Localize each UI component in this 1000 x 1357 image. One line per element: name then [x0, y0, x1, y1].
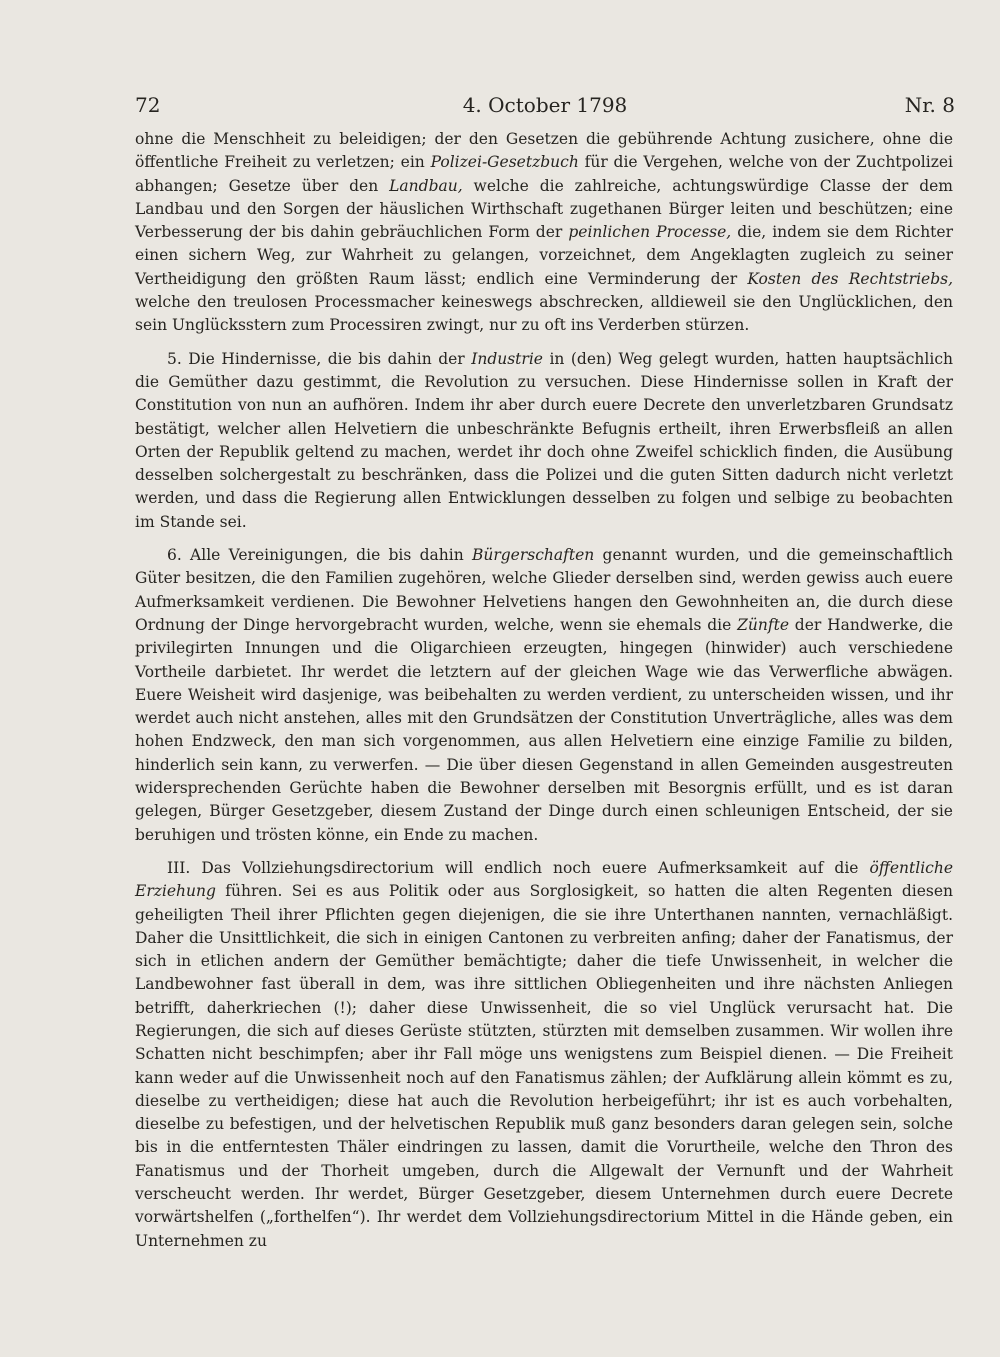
italic-term: Polizei-Gesetzbuch — [430, 153, 579, 172]
paragraph — [135, 128, 953, 338]
text-run: III. Das Vollziehungsdirectorium will endlich noch euere Aufmerksamkeit auf die — [167, 858, 870, 877]
italic-term: Landbau, — [389, 176, 463, 195]
text-run: 6. Alle Vereinigungen, die bis dahin — [167, 546, 472, 565]
paragraph — [135, 857, 953, 1253]
issue-number: Nr. 8 — [904, 93, 955, 117]
paragraph — [135, 544, 953, 847]
italic-term: Bürgerschaften — [471, 546, 595, 565]
page-header — [135, 90, 955, 120]
italic-term: Kosten des Rechtstriebs, — [747, 269, 954, 288]
text-run: für die Vergehen, welche von der Zuchtpolizei abhangen; Gesetze über den — [135, 153, 953, 195]
italic-term: Zünfte — [737, 615, 789, 634]
text-run: 5. Die Hindernisse, die bis dahin der — [167, 349, 472, 368]
body-text — [135, 128, 953, 1253]
italic-term: öffentliche Erziehung — [135, 858, 953, 901]
text-run: ohne die Menschheit zu beleidigen; der den Gesetzen die gebührende Achtung zusichere, ohne die öffentliche Freiheit zu verletzen; ein — [135, 130, 953, 172]
text-run: der Handwerke, die privilegirten Innungen und die Oligarchieen erzeugten, hingegen (hinwider) auch verschiedene Vortheile darbietet. Ihr werdet die letztern auf der gleichen Wage wie das Verwerfliche abwägen. Euere Weisheit wird dasjenige, was beibehalten zu werden verdient, zu unterscheiden wissen, und ihr werdet auch nicht anstehen, alles mit den Grundsätzen der Constitution Unverträgliche, alles was dem hohen Endzweck, den man sich vorgenommen, aus allen Helvetiern eine einzige Familie zu bilden, hinderlich sein kann, zu verwerfen. — Die über diesen Gegenstand in allen Gemeinden ausgestreuten widersprechenden Gerüchte haben die Bewohner derselben mit Besorgnis erfüllt, und es ist daran gelegen, Bürger Gesetzgeber, diesem Zustand der Dinge durch einen schleunigen Entscheid, der sie beruhigen und trösten könne, ein Ende zu machen. — [135, 615, 953, 844]
italic-term: peinlichen Processe, — [568, 223, 732, 242]
text-run: welche den treulosen Processmacher keineswegs abschrecken, alldieweil sie den Unglücklichen, den sein Unglücksstern zum Processiren zwingt, nur zu oft ins Verderben stürzen. — [135, 293, 953, 335]
italic-term: Industrie — [471, 349, 543, 368]
page-number: 72 — [135, 93, 161, 117]
page-date: 4. October 1798 — [462, 93, 628, 117]
text-run: welche die zahlreiche, achtungswürdige Classe der dem Landbau und den Sorgen der häuslichen Wirthschaft zugethanen Bürger leiten und beschützen; eine Verbesserung der bis dahin gebräuchlichen Form der — [135, 176, 953, 242]
text-run: genannt wurden, und die gemeinschaftlich Güter besitzen, die den Familien zugehören, welche Glieder derselben sind, werden gewiss auch euere Aufmerksamkeit verdienen. Die Bewohner Helvetiens hangen den Gewohnheiten an, die durch diese Ordnung der Dinge hervorgebracht wurden, welche, wenn sie ehemals die — [135, 546, 954, 634]
paragraph — [135, 348, 953, 534]
text-run: führen. Sei es aus Politik oder aus Sorglosigkeit, so hatten die alten Regenten diesen geheiligten Theil ihrer Pflichten gegen diejenigen, die sie ihre Unterthanen nannten, vernachläßigt. Daher die Unsittlichkeit, die sich in einigen Cantonen zu verbreiten anfing; daher der Fanatismus, der sich in etlichen andern der Gemüther bemächtigte; daher die tiefe Unwissenheit, in welcher die Landbewohner fast überall in dem, was ihre sittlichen Obliegenheiten und ihre nächsten Anliegen betrifft, daherkriechen (!); daher diese Unwissenheit, die so viel Unglück verursacht hat. Die Regierungen, die sich auf dieses Gerüste stützten, stürzten mit demselben zusammen. Wir wollen ihre Schatten nicht beschimpfen; aber ihr Fall möge uns wenigstens zum Beispiel dienen. — Die Freiheit kann weder auf die Unwissenheit noch auf den Fanatismus zählen; der Aufklärung allein kömmt es zu, dieselbe zu vertheidigen; diese hat auch die Revolution herbeigeführt; ihr ist es auch vorbehalten, dieselbe zu befestigen, und der helvetischen Republik muß ganz besonders daran gelegen sein, solche bis in die entferntesten Thäler eindringen zu lassen, damit die Vorurtheile, welche den Thron des Fanatismus und der Thorheit umgeben, durch die Allgewalt der Vernunft und der Wahrheit verscheucht werden. Ihr werdet, Bürger Gesetzgeber, diesem Unternehmen durch euere Decrete vorwärtshelfen („forthelfen“). Ihr werdet dem Vollziehungsdirectorium Mittel in die Hände geben, ein Unternehmen zu — [135, 882, 953, 1250]
text-run: die, indem sie dem Richter einen sichern Weg, zur Wahrheit zu gelangen, vorzeichnet, dem Angeklagten zugleich zu seiner Vertheidigung den größten Raum lässt; endlich eine Verminderung der — [135, 223, 953, 288]
text-run: in (den) Weg gelegt wurden, hatten hauptsächlich die Gemüther dazu gestimmt, die Revolution zu versuchen. Diese Hindernisse sollen in Kraft der Constitution von nun an aufhören. Indem ihr aber durch euere Decrete den unverletzbaren Grundsatz bestätigt, welcher allen Helvetiern die unbeschränkte Befugnis ertheilt, ihren Erwerbsfleiß an allen Orten der Republik geltend zu machen, werdet ihr doch ohne Zweifel schicklich finden, die Ausübung desselben solchergestalt zu beschränken, dass die Polizei und die guten Sitten dadurch nicht verletzt werden, und dass die Regierung allen Entwicklungen desselben zu folgen und selbige zu beobachten im Stande sei. — [135, 349, 953, 531]
